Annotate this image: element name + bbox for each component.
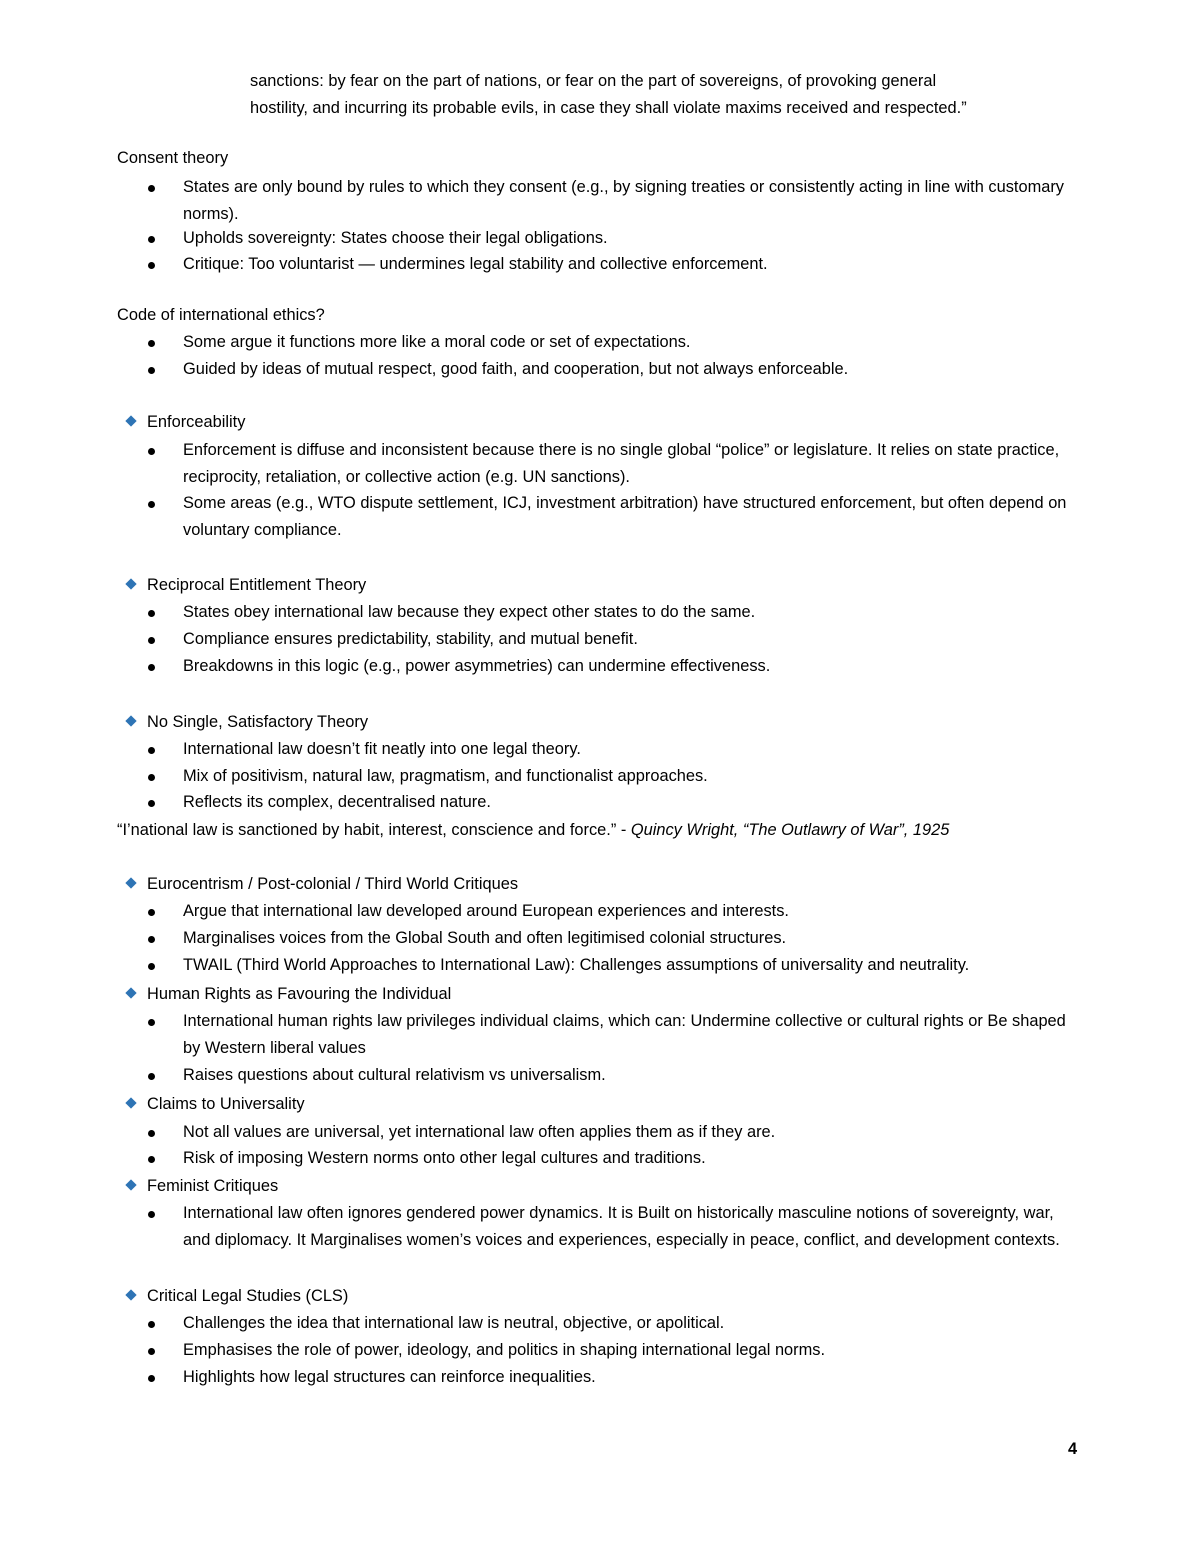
- enforceability-heading: Enforceability: [127, 410, 245, 434]
- cls-heading: Critical Legal Studies (CLS): [127, 1284, 348, 1308]
- diamond-bullet-icon: [125, 987, 136, 998]
- ethics-heading: Code of international ethics?: [117, 306, 325, 324]
- list-item: Some argue it functions more like a moral code or set of expectations.: [148, 329, 1078, 356]
- bullet-icon: [148, 367, 155, 374]
- universality-heading: Claims to Universality: [127, 1092, 305, 1116]
- bullet-icon: [148, 448, 155, 455]
- list-item: Compliance ensures predictability, stability, and mutual benefit.: [148, 626, 1078, 653]
- bullet-icon: [148, 236, 155, 243]
- list-item: Risk of imposing Western norms onto other legal cultures and traditions.: [148, 1145, 1078, 1172]
- diamond-bullet-icon: [125, 877, 136, 888]
- bullet-icon: [148, 637, 155, 644]
- list-item: Critique: Too voluntarist — undermines legal stability and collective enforcement.: [148, 251, 1078, 278]
- list-item: Breakdowns in this logic (e.g., power asymmetries) can undermine effectiveness.: [148, 653, 1078, 680]
- list-item: Reflects its complex, decentralised nature.: [148, 789, 1078, 816]
- list-item: International human rights law privileges individual claims, which can: Undermine collective or cultural rights or Be shaped by Western liberal values: [148, 1008, 1078, 1062]
- bullet-icon: [148, 1321, 155, 1328]
- list-item: Argue that international law developed around European experiences and interests.: [148, 898, 1078, 925]
- bullet-icon: [148, 185, 155, 192]
- list-item: Challenges the idea that international law is neutral, objective, or apolitical.: [148, 1310, 1078, 1337]
- wright-citation: Quincy Wright, “The Outlawry of War”, 1925: [630, 821, 950, 839]
- reciprocal-heading: Reciprocal Entitlement Theory: [127, 573, 366, 597]
- diamond-bullet-icon: [125, 578, 136, 589]
- intro-quote-line: hostility, and incurring its probable evils, in case they shall violate maxims received and respected.”: [250, 99, 967, 117]
- bullet-icon: [148, 340, 155, 347]
- list-item: Emphasises the role of power, ideology, and politics in shaping international legal norms.: [148, 1337, 1078, 1364]
- list-item: Highlights how legal structures can reinforce inequalities.: [148, 1364, 1078, 1391]
- list-item: Mix of positivism, natural law, pragmatism, and functionalist approaches.: [148, 763, 1078, 790]
- no-single-theory-heading: No Single, Satisfactory Theory: [127, 710, 368, 734]
- bullet-icon: [148, 501, 155, 508]
- list-item: Not all values are universal, yet international law often applies them as if they are.: [148, 1119, 1078, 1146]
- bullet-icon: [148, 747, 155, 754]
- bullet-icon: [148, 909, 155, 916]
- bullet-icon: [148, 1211, 155, 1218]
- list-item: Marginalises voices from the Global South and often legitimised colonial structures.: [148, 925, 1078, 952]
- human-rights-heading: Human Rights as Favouring the Individual: [127, 982, 451, 1006]
- feminist-heading: Feminist Critiques: [127, 1174, 278, 1198]
- bullet-icon: [148, 1348, 155, 1355]
- bullet-icon: [148, 963, 155, 970]
- intro-quote-line: sanctions: by fear on the part of nations, or fear on the part of sovereigns, of provoking general: [250, 72, 937, 90]
- consent-theory-heading: Consent theory: [117, 149, 229, 167]
- diamond-bullet-icon: [125, 415, 136, 426]
- bullet-icon: [148, 936, 155, 943]
- bullet-icon: [148, 1073, 155, 1080]
- diamond-bullet-icon: [125, 1289, 136, 1300]
- diamond-bullet-icon: [125, 1179, 136, 1190]
- list-item: States are only bound by rules to which they consent (e.g., by signing treaties or consistently acting in line with customary norms).: [148, 174, 1078, 228]
- bullet-icon: [148, 664, 155, 671]
- diamond-bullet-icon: [125, 1097, 136, 1108]
- bullet-icon: [148, 800, 155, 807]
- diamond-bullet-icon: [125, 715, 136, 726]
- list-item: Raises questions about cultural relativism vs universalism.: [148, 1062, 1078, 1089]
- bullet-icon: [148, 1375, 155, 1382]
- bullet-icon: [148, 610, 155, 617]
- list-item: Enforcement is diffuse and inconsistent because there is no single global “police” or legislature. It relies on state practice, reciprocity, retaliation, or collective action (e.g. UN sanctions).: [148, 437, 1078, 491]
- list-item: International law doesn’t fit neatly into one legal theory.: [148, 736, 1078, 763]
- bullet-icon: [148, 262, 155, 269]
- list-item: Upholds sovereignty: States choose their legal obligations.: [148, 225, 1078, 252]
- list-item: Some areas (e.g., WTO dispute settlement, ICJ, investment arbitration) have structured enforcement, but often depend on voluntary compliance.: [148, 490, 1078, 544]
- bullet-icon: [148, 1019, 155, 1026]
- wright-quote: “I’national law is sanctioned by habit, interest, conscience and force.” - Quincy Wright, “The Outlawry of War”, 1925: [117, 821, 950, 839]
- list-item: International law often ignores gendered power dynamics. It is Built on historically masculine notions of sovereignty, war, and diplomacy. It Marginalises women’s voices and experiences, especially in peace, conflict, and development contexts.: [148, 1200, 1078, 1254]
- list-item: States obey international law because they expect other states to do the same.: [148, 599, 1078, 626]
- bullet-icon: [148, 774, 155, 781]
- list-item: TWAIL (Third World Approaches to International Law): Challenges assumptions of universality and neutrality.: [148, 952, 1078, 979]
- eurocentrism-heading: Eurocentrism / Post-colonial / Third World Critiques: [127, 872, 518, 896]
- list-item: Guided by ideas of mutual respect, good faith, and cooperation, but not always enforceable.: [148, 356, 1078, 383]
- bullet-icon: [148, 1130, 155, 1137]
- bullet-icon: [148, 1156, 155, 1163]
- page-number: 4: [1068, 1440, 1078, 1458]
